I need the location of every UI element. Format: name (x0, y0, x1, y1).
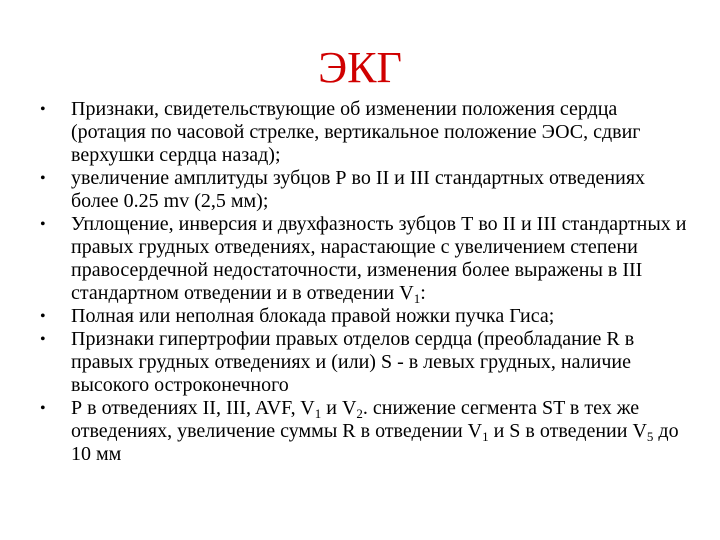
bullet-item-hypertrophy (40, 328, 690, 397)
subscript: 1 (413, 291, 421, 306)
bullet-list (40, 98, 690, 466)
bullet-text: и S в отведении V (488, 420, 647, 442)
bullet-item-position (40, 98, 690, 167)
bullet-icon: • (40, 170, 46, 187)
bullet-item-t-wave-changes (40, 213, 690, 305)
bullet-text: . снижение сегмента ST в тех же отведениях, увеличение суммы R в отведении V (71, 397, 640, 442)
bullet-text: Уплощение, инверсия и двухфазность зубцов Т во II и III стандартных и правых грудных отведениях, нарастающие с увеличением степени правосердечной недостаточности, изменения более выражены в III стандартном отведении и в отведении V (71, 213, 687, 304)
bullet-icon: • (40, 216, 46, 233)
bullet-text: Полная или неполная блокада правой ножки пучка Гиса; (71, 305, 555, 327)
bullet-text: : (420, 282, 426, 304)
bullet-text: увеличение амплитуды зубцов Р во II и III стандартных отведениях более 0.25 mv (2,5 мм); (71, 167, 646, 212)
bullet-item-bundle-branch-block (40, 305, 690, 328)
bullet-text: и V (321, 397, 357, 419)
subscript: 1 (482, 429, 489, 444)
bullet-icon: • (40, 331, 46, 348)
bullet-text: Признаки, свидетельствующие об изменении положения сердца (ротация по часовой стрелке, вертикальное положение ЭОС, сдвиг верхушки сердца назад); (71, 98, 641, 166)
bullet-icon: • (40, 400, 46, 417)
bullet-item-st-depression (40, 397, 690, 466)
bullet-icon: • (40, 101, 46, 118)
bullet-item-p-wave-amplitude (40, 167, 690, 213)
bullet-text: Признаки гипертрофии правых отделов сердца (преобладание R в правых грудных отведениях и (или) S - в левых грудных, наличие высокого остроконечного (71, 328, 635, 396)
bullet-text: до 10 мм (71, 420, 679, 465)
bullet-text: Р в отведениях II, III, AVF, V (71, 397, 315, 419)
subscript: 1 (314, 406, 322, 421)
bullet-icon: • (40, 308, 46, 325)
subscript: 2 (356, 406, 363, 421)
slide-title: ЭКГ (318, 43, 402, 92)
subscript: 5 (646, 429, 654, 444)
